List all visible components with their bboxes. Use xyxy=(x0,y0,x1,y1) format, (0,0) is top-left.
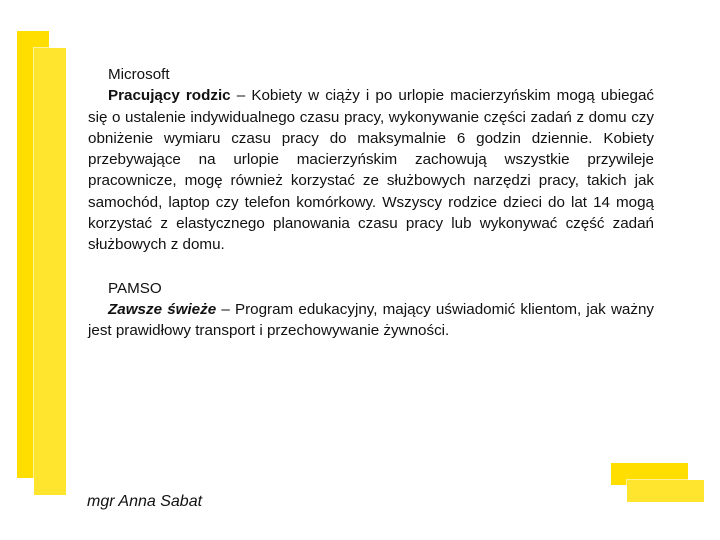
program-description: – Program edukacyjny, mający uświadomić klientom, jak ważny jest prawidłowy transport i przechowywanie żywności. xyxy=(88,300,654,340)
section-paragraph xyxy=(88,299,654,342)
decorative-block-front xyxy=(627,480,704,502)
program-name: Pracujący rodzic xyxy=(108,87,231,105)
section-paragraph xyxy=(88,85,654,255)
author-name: mgr Anna Sabat xyxy=(87,493,203,510)
section-pamso xyxy=(88,278,654,342)
program-name: Zawsze świeże xyxy=(108,300,217,318)
decorative-bar-front xyxy=(34,48,66,495)
section-microsoft xyxy=(88,64,654,256)
slide-content xyxy=(88,64,654,342)
section-heading: PAMSO xyxy=(108,279,162,297)
section-heading: Microsoft xyxy=(108,66,170,83)
program-description: – Kobiety w ciąży i po urlopie macierzyńskim mogą ubiegać się o ustalenie indywidualnego czasu pracy, wykonywanie części zadań z domu czy obniżenie wymiaru czasu pracy do maksymalnie 6 godzin dziennie. Kobiety przebywające na urlopie macierzyńskim zachowują wszystkie przywileje pracownicze, mogę również korzystać ze służbowych narzędzi pracy, takich jak samochód, laptop czy telefon komórkowy. Wszyscy rodzice dzieci do lat 14 mogą korzystać z elastycznego planowania czasu pracy lub wykonywać część zadań służbowych z domu. xyxy=(88,87,654,254)
